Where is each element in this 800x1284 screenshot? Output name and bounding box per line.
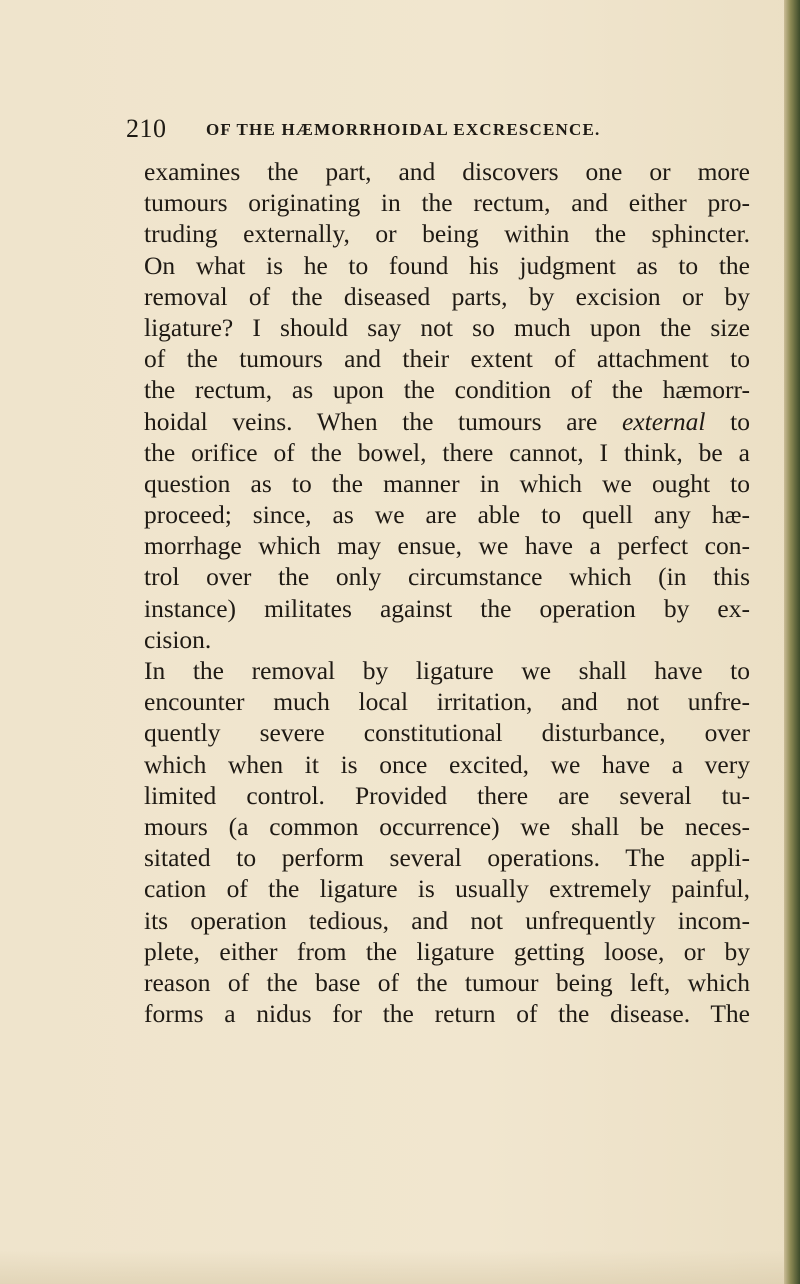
text-line: plete, either from the ligature getting loose, or by xyxy=(144,936,750,966)
paragraph-start-line: In the removal by ligature we shall have to xyxy=(144,656,750,685)
text-line: limited control. Provided there are several tu- xyxy=(144,780,750,810)
text-line: which when it is once excited, we have a very xyxy=(144,749,750,779)
text-line: quently severe constitutional disturbance, over xyxy=(144,718,750,748)
running-head: OF THE HÆMORRHOIDAL EXCRESCENCE. xyxy=(206,120,601,139)
text-line: tumours originating in the rectum, and either pro- xyxy=(144,188,750,218)
text-line: reason of the base of the tumour being left, which xyxy=(144,967,750,997)
text-line: instance) militates against the operation by ex- xyxy=(144,593,750,623)
text-line: forms a nidus for the return of the disease. The xyxy=(144,999,750,1029)
text-line: the orifice of the bowel, there cannot, I think, be a xyxy=(144,437,750,467)
text-line-with-emphasis xyxy=(144,406,750,437)
text-segment: to xyxy=(730,406,750,436)
text-line: proceed; since, as we are able to quell any hæ- xyxy=(144,500,750,530)
text-line: truding externally, or being within the sphincter. xyxy=(144,219,750,249)
text-line: ligature? I should say not so much upon the size xyxy=(144,312,750,342)
page-bottom-stain xyxy=(0,1250,784,1284)
text-line: morrhage which may ensue, we have a perfect con- xyxy=(144,531,750,561)
page-edge-shadow xyxy=(784,0,800,1284)
text-line: question as to the manner in which we ought to xyxy=(144,468,750,498)
text-line: On what is he to found his judgment as to the xyxy=(144,250,750,280)
body-text xyxy=(144,156,750,1029)
text-segment: hoidal veins. When the tumours are xyxy=(144,406,598,436)
text-line: sitated to perform several operations. The appli- xyxy=(144,843,750,873)
text-line: trol over the only circumstance which (in this xyxy=(144,562,750,592)
text-line: removal of the diseased parts, by excision or by xyxy=(144,281,750,311)
text-line: cision. xyxy=(144,624,212,654)
text-line: the rectum, as upon the condition of the hæmorr- xyxy=(144,375,750,405)
page-header xyxy=(126,114,746,146)
text-line: examines the part, and discovers one or more xyxy=(144,157,750,186)
text-line: cation of the ligature is usually extremely painful, xyxy=(144,874,750,904)
text-line: encounter much local irritation, and not unfre- xyxy=(144,687,750,717)
text-line: mours (a common occurrence) we shall be neces- xyxy=(144,811,750,841)
text-line: of the tumours and their extent of attachment to xyxy=(144,344,750,374)
emphasis-external: external xyxy=(621,406,706,436)
page-number: 210 xyxy=(126,114,167,143)
text-line: its operation tedious, and not unfrequently incom- xyxy=(144,905,750,935)
